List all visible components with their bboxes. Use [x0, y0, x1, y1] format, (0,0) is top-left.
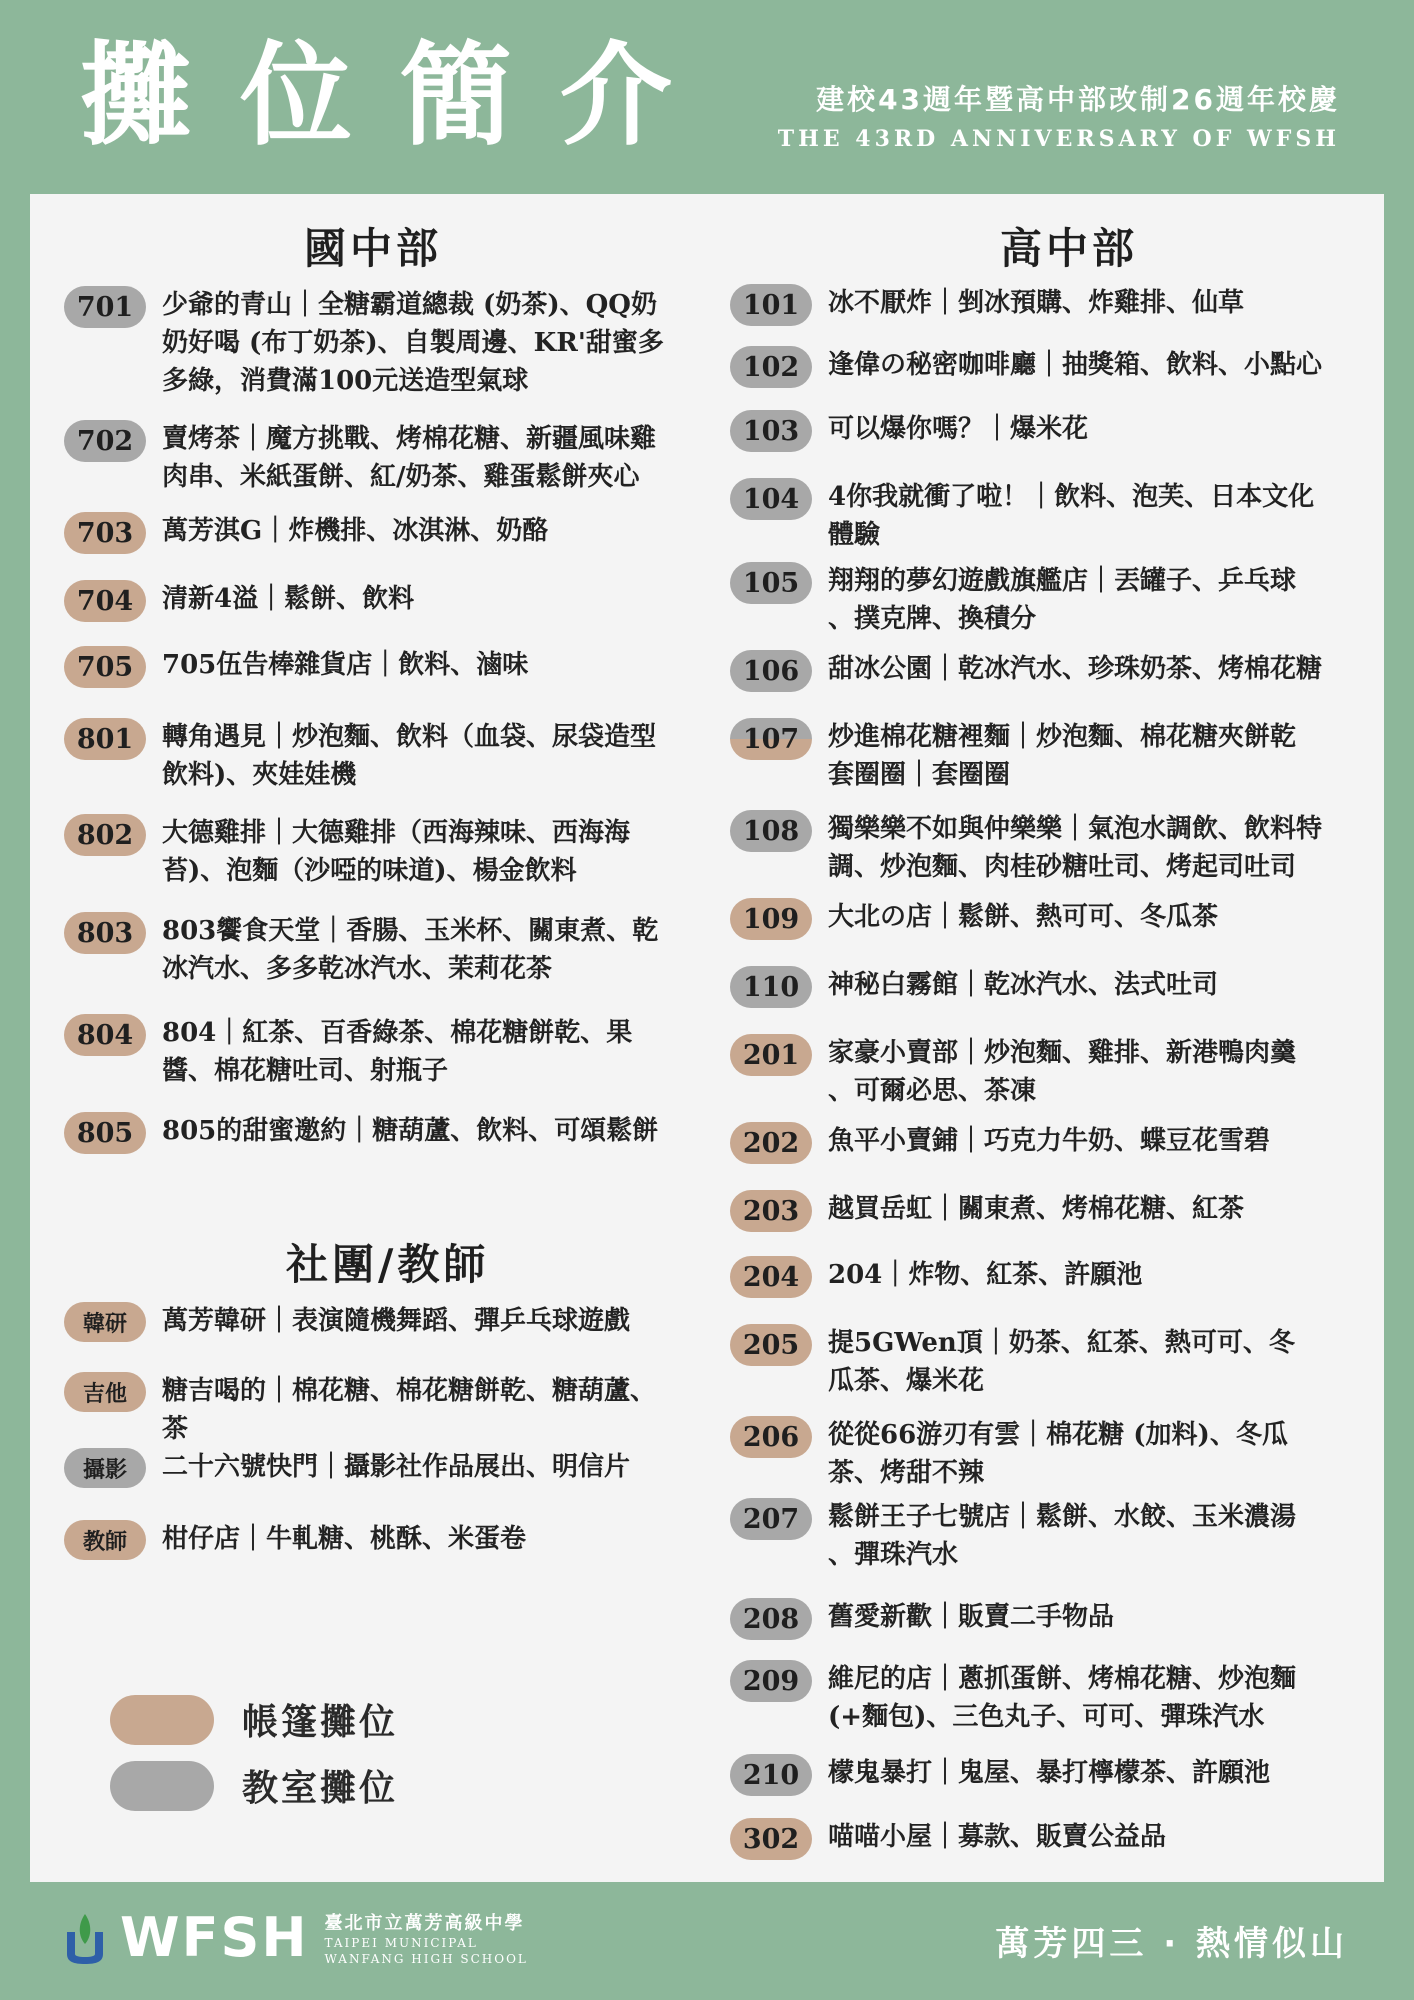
stall-item: [730, 1498, 1296, 1574]
stall-badge: 801: [64, 718, 146, 760]
stall-description-line: 瓜茶、爆米花: [828, 1366, 985, 1396]
stall-description: [162, 286, 664, 400]
stall-description: [162, 814, 630, 890]
stall-badge: 205: [730, 1324, 812, 1366]
stall-description: [162, 646, 528, 684]
stall-description-line: 醬、棉花糖吐司、射瓶子: [162, 1056, 449, 1086]
stall-description-line: 冰汽水、多多乾冰汽水、茉莉花茶: [162, 954, 553, 984]
stall-item: [64, 1302, 630, 1342]
stall-description-line: 苔)、泡麵（沙啞的味道)、楊金飲料: [162, 856, 577, 886]
stall-description: [162, 1448, 630, 1486]
stall-description: [828, 478, 1314, 554]
stall-description-line: 萬芳淇G｜炸機排、冰淇淋、奶酪: [162, 516, 549, 546]
stall-description-line: 糖吉喝的｜棉花糖、棉花糖餅乾、糖葫蘆、: [162, 1376, 657, 1406]
stall-badge: 104: [730, 478, 812, 520]
stall-item: [64, 420, 656, 496]
stall-badge: 206: [730, 1416, 812, 1458]
school-name-en-1: TAIPEI MUNICIPAL: [324, 1935, 478, 1950]
stall-description-line: 檬鬼暴打｜鬼屋、暴打檸檬茶、許願池: [828, 1758, 1271, 1788]
stall-description-line: 翔翔的夢幻遊戲旗艦店｜丟罐子、乒乓球: [828, 566, 1297, 596]
stall-badge: 韓研: [64, 1302, 146, 1342]
stall-description: [828, 966, 1218, 1004]
stall-badge: 209: [730, 1660, 812, 1702]
stall-badge: 207: [730, 1498, 812, 1540]
stall-description-line: 甜冰公園｜乾冰汽水、珍珠奶茶、烤棉花糖: [828, 654, 1323, 684]
stall-item: [730, 1256, 1142, 1298]
stall-description: [828, 1416, 1288, 1492]
stall-description-line: 肉串、米紙蛋餅、紅/奶茶、雞蛋鬆餅夾心: [162, 462, 640, 492]
stall-description: [162, 1302, 630, 1340]
stall-badge: 101: [730, 284, 812, 326]
stall-description: [828, 898, 1218, 936]
stall-description: [162, 1112, 658, 1150]
legend-room-label: 教室攤位: [242, 1767, 399, 1809]
stall-description: [162, 580, 414, 618]
stall-item: [64, 912, 658, 988]
stall-badge: 701: [64, 286, 146, 328]
stall-description: [828, 650, 1322, 688]
stall-item: [730, 1754, 1270, 1796]
stall-badge: 203: [730, 1190, 812, 1232]
stall-item: [64, 1014, 632, 1090]
stall-description-line: 舊愛新歡｜販賣二手物品: [828, 1602, 1115, 1632]
stall-item: [64, 718, 656, 794]
stall-description-line: 多綠，消費滿100元送造型氣球: [162, 366, 529, 396]
stall-badge: 103: [730, 410, 812, 452]
stall-badge: 106: [730, 650, 812, 692]
stall-badge: 107: [730, 718, 812, 760]
room-swatch: [110, 1761, 214, 1811]
stall-description-line: 喵喵小屋｜募款、販賣公益品: [828, 1822, 1167, 1852]
stall-description-line: 獨樂樂不如與仲樂樂｜氣泡水調飲、飲料特: [828, 814, 1323, 844]
school-name: [325, 1909, 528, 1967]
content-panel: [30, 194, 1384, 1882]
stall-description-line: 轉角遇見｜炒泡麵、飲料（血袋、尿袋造型: [162, 722, 657, 752]
stall-description-line: (+麵包)、三色丸子、可可、彈珠汽水: [828, 1702, 1265, 1732]
stall-item: [730, 718, 1296, 794]
stall-item: [730, 410, 1088, 452]
stall-description-line: 炒進棉花糖裡麵｜炒泡麵、棉花糖夾餅乾: [828, 722, 1297, 752]
stall-description: [162, 1372, 656, 1448]
stall-description: [828, 1324, 1295, 1400]
stall-description-line: 204｜炸物、紅茶、許願池: [828, 1260, 1143, 1290]
stall-description-line: 調、炒泡麵、肉桂砂糖吐司、烤起司吐司: [828, 852, 1297, 882]
stall-badge: 702: [64, 420, 146, 462]
stall-item: [730, 1190, 1244, 1232]
stall-description-line: 705伍告棒雜貨店｜飲料、滷味: [162, 650, 529, 680]
stall-description: [162, 912, 658, 988]
stall-badge: 109: [730, 898, 812, 940]
sprout-logo-icon: [64, 1910, 106, 1966]
stall-item: [730, 810, 1322, 886]
stall-item: [730, 898, 1218, 940]
stall-description-line: 冰不厭炸｜剉冰預購、炸雞排、仙草: [828, 288, 1245, 318]
stall-description-line: 神秘白霧館｜乾冰汽水、法式吐司: [828, 970, 1219, 1000]
stall-badge: 105: [730, 562, 812, 604]
stall-description: [828, 1818, 1166, 1856]
stall-description: [828, 1498, 1296, 1574]
legend-room: [110, 1760, 398, 1811]
logo-text: WFSH: [120, 1906, 309, 1969]
school-name-zh: 臺北市立萬芳高級中學: [324, 1912, 525, 1934]
stall-badge: 802: [64, 814, 146, 856]
stall-badge: 210: [730, 1754, 812, 1796]
stall-badge: 805: [64, 1112, 146, 1154]
stall-badge: 705: [64, 646, 146, 688]
stall-item: [730, 284, 1244, 326]
stall-description-line: 提5GWen頂｜奶茶、紅茶、熱可可、冬: [828, 1328, 1295, 1358]
stall-badge: 110: [730, 966, 812, 1008]
stall-description-line: 清新4溢｜鬆餅、飲料: [162, 584, 415, 614]
stall-item: [64, 814, 630, 890]
legend-tent-label: 帳篷攤位: [242, 1701, 399, 1743]
stall-item: [730, 650, 1322, 692]
stall-description-line: 鬆餅王子七號店｜鬆餅、水餃、玉米濃湯: [828, 1502, 1297, 1532]
stall-item: [730, 1324, 1295, 1400]
stall-item: [64, 1112, 658, 1154]
stall-badge: 吉他: [64, 1372, 146, 1412]
stall-description: [162, 1520, 526, 1558]
stall-description-line: 魚平小賣鋪｜巧克力牛奶、蝶豆花雪碧: [828, 1126, 1271, 1156]
stall-item: [730, 1660, 1296, 1736]
stall-description-line: 少爺的青山｜全糖霸道總裁 (奶茶)、QQ奶: [162, 290, 657, 320]
stall-item: [64, 646, 528, 688]
stall-badge: 教師: [64, 1520, 146, 1560]
stall-description: [828, 1034, 1296, 1110]
stall-item: [730, 1122, 1270, 1164]
stall-item: [730, 1416, 1288, 1492]
stall-badge: 108: [730, 810, 812, 852]
senior-heading: 高中部: [1000, 224, 1139, 273]
stall-item: [730, 346, 1322, 388]
stall-description: [828, 1660, 1296, 1736]
stall-item: [64, 580, 414, 622]
stall-description: [162, 1014, 632, 1090]
stall-description-line: 茶: [162, 1414, 189, 1444]
stall-badge: 804: [64, 1014, 146, 1056]
stall-description-line: 、彈珠汽水: [828, 1540, 959, 1570]
stall-item: [64, 1520, 526, 1560]
page-title: 攤位簡介: [80, 31, 720, 161]
stall-badge: 703: [64, 512, 146, 554]
stall-description-line: 可以爆你嗎？｜爆米花: [828, 414, 1089, 444]
stall-item: [64, 1448, 630, 1488]
stall-description-line: 804｜紅茶、百香綠茶、棉花糖餅乾、果: [162, 1018, 633, 1048]
stall-badge: 201: [730, 1034, 812, 1076]
junior-heading: 國中部: [304, 224, 443, 273]
stall-description-line: 家豪小賣部｜炒泡麵、雞排、新港鴨肉羹: [828, 1038, 1297, 1068]
stall-description: [828, 1122, 1270, 1160]
stall-description: [828, 1190, 1244, 1228]
stall-description: [828, 346, 1322, 384]
stall-description: [162, 420, 656, 496]
stall-item: [730, 562, 1296, 638]
stall-description-line: 805的甜蜜邀約｜糖葫蘆、飲料、可頌鬆餅: [162, 1116, 659, 1146]
event-title-zh: 建校43週年暨高中部改制26週年校慶: [816, 83, 1340, 116]
stall-item: [730, 478, 1314, 554]
stall-description: [828, 1754, 1270, 1792]
stall-description: [828, 1598, 1114, 1636]
stall-description-line: 柑仔店｜牛軋糖、桃酥、米蛋卷: [162, 1524, 527, 1554]
stall-description-line: 體驗: [828, 520, 881, 550]
stall-description-line: 、可爾必思、茶凍: [828, 1076, 1037, 1106]
tent-swatch: [110, 1695, 214, 1745]
legend-tent: [110, 1694, 398, 1745]
stall-description: [162, 718, 656, 794]
stall-description-line: 從從66游刃有雲｜棉花糖 (加料)、冬瓜: [828, 1420, 1288, 1450]
stall-badge: 704: [64, 580, 146, 622]
stall-description-line: 萬芳韓研｜表演隨機舞蹈、彈乒乓球遊戲: [162, 1306, 631, 1336]
stall-item: [64, 286, 664, 400]
stall-description-line: 大北の店｜鬆餅、熱可可、冬瓜茶: [828, 902, 1219, 932]
stall-description-line: 飲料)、夾娃娃機: [162, 760, 357, 790]
stall-description: [828, 284, 1244, 322]
stall-description: [828, 410, 1088, 448]
stall-badge: 204: [730, 1256, 812, 1298]
stall-description: [162, 512, 548, 550]
stall-description-line: 803饗食天堂｜香腸、玉米杯、關東煮、乾: [162, 916, 659, 946]
stall-item: [730, 966, 1218, 1008]
stall-description: [828, 810, 1322, 886]
stall-description: [828, 1256, 1142, 1294]
clubs-heading: 社團/教師: [286, 1240, 490, 1289]
stall-badge: 302: [730, 1818, 812, 1860]
stall-description-line: 、撲克牌、換積分: [828, 604, 1037, 634]
stall-badge: 208: [730, 1598, 812, 1640]
slogan: 萬芳四三 · 熱情似山: [995, 1924, 1348, 1964]
stall-description-line: 二十六號快門｜攝影社作品展出、明信片: [162, 1452, 631, 1482]
stall-item: [730, 1598, 1114, 1640]
stall-description-line: 賣烤茶｜魔方挑戰、烤棉花糖、新疆風味雞: [162, 424, 657, 454]
stall-item: [730, 1818, 1166, 1860]
stall-description-line: 大德雞排｜大德雞排（西海辣味、西海海: [162, 818, 631, 848]
stall-badge: 202: [730, 1122, 812, 1164]
stall-description-line: 維尼的店｜蔥抓蛋餅、烤棉花糖、炒泡麵: [828, 1664, 1297, 1694]
stall-description-line: 4你我就衝了啦！｜飲料、泡芙、日本文化: [828, 482, 1315, 512]
stall-badge: 攝影: [64, 1448, 146, 1488]
stall-item: [730, 1034, 1296, 1110]
stall-description-line: 逢偉の秘密咖啡廳｜抽獎箱、飲料、小點心: [828, 350, 1323, 380]
stall-badge: 803: [64, 912, 146, 954]
stall-description: [828, 718, 1296, 794]
event-title-en: THE 43RD ANNIVERSARY OF WFSH: [777, 126, 1340, 152]
stall-description-line: 奶好喝 (布丁奶茶)、自製周邊、KR'甜蜜多: [162, 328, 664, 358]
stall-description-line: 套圈圈｜套圈圈: [828, 760, 1011, 790]
school-logo: [64, 1906, 528, 1969]
stall-description: [828, 562, 1296, 638]
stall-item: [64, 512, 548, 554]
stall-badge: 102: [730, 346, 812, 388]
stall-description-line: 茶、烤甜不辣: [828, 1458, 985, 1488]
stall-description-line: 越買岳虹｜關東煮、烤棉花糖、紅茶: [828, 1194, 1245, 1224]
school-name-en-2: WANFANG HIGH SCHOOL: [324, 1951, 528, 1966]
stall-item: [64, 1372, 656, 1448]
